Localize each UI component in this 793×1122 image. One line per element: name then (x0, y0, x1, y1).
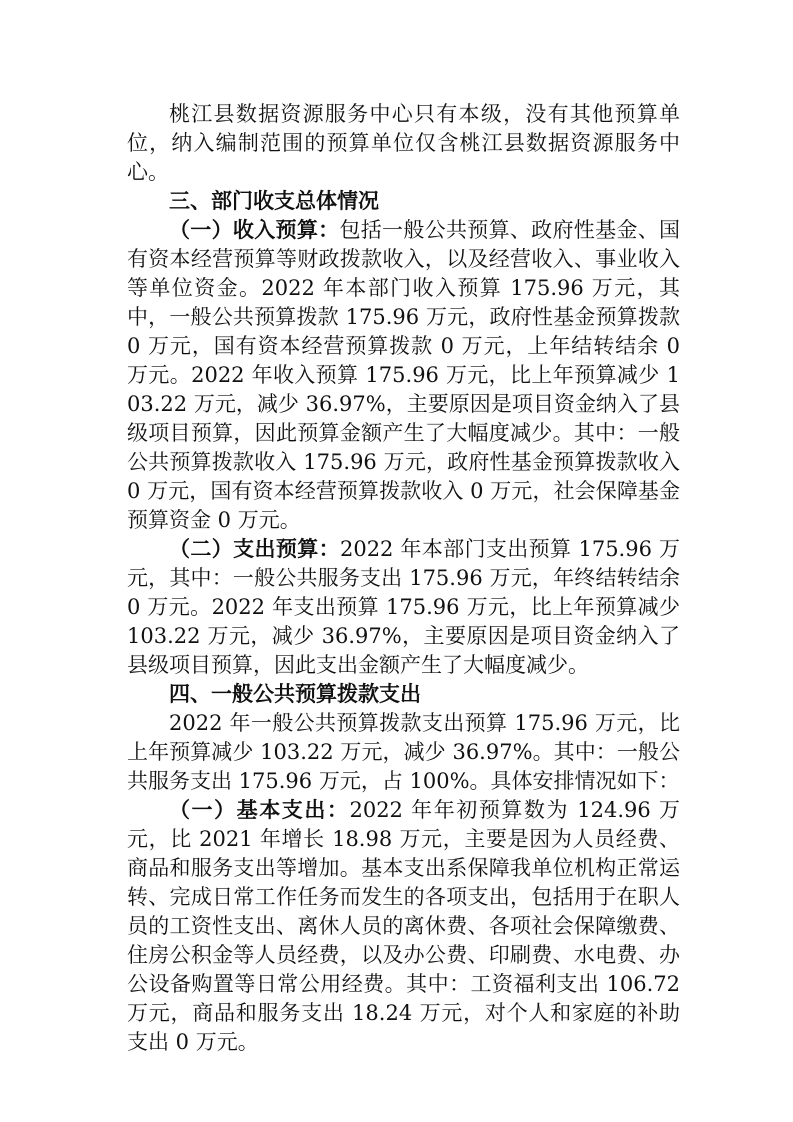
document-body (127, 100, 680, 1057)
income-budget-lead: （一）收入预算： (169, 218, 340, 242)
income-budget-text: 包括一般公共预算、政府性基金、国有资本经营预算等财政拨款收入，以及经营收入、事业收入等单位资金。2022 年本部门收入预算 175.96 万元，其中，一般公共预算拨款 175.96 万元，政府性基金预算拨款 0 万元，国有资本经营预算拨款 0 万元，上年结转结余 0 万元。2022 年收入预算 175.96 万元，比上年预算减少 103.22 万元，减少 36.97%，主要原因是项目资金纳入了县级项目预算，因此预算金额产生了大幅度减少。其中：一般公共预算拨款收入 175.96 万元，政府性基金预算拨款收入 0 万元，国有资本经营预算拨款收入 0 万元，社会保障基金预算资金 0 万元。 (127, 218, 681, 532)
basic-expense-lead: （一）基本支出： (169, 798, 350, 822)
heading-section-three: 三、部门收支总体情况 (169, 189, 379, 213)
basic-expense-text: 2022 年年初预算数为 124.96 万元，比 2021 年增长 18.98 万元，主要是因为人员经费、商品和服务支出等增加。基本支出系保障我单位机构正常运转、完成日常工作任务而发生的各项支出，包括用于在职人员的工资性支出、离休人员的离休费、各项社会保障缴费、住房公积金等人员经费，以及办公费、印刷费、水电费、办公设备购置等日常公用经费。其中：工资福利支出 106.72 万元，商品和服务支出 18.24 万元，对个人和家庭的补助支出 0 万元。 (127, 798, 680, 1054)
paragraph-expense-budget (127, 535, 680, 680)
paragraph-unit-scope: 桃江县数据资源服务中心只有本级，没有其他预算单位，纳入编制范围的预算单位仅含桃江县数据资源服务中心。 (127, 102, 680, 184)
heading-section-four: 四、一般公共预算拨款支出 (169, 682, 421, 706)
expense-budget-text: 2022 年本部门支出预算 175.96 万元，其中：一般公共服务支出 175.96 万元，年终结转结余 0 万元。2022 年支出预算 175.96 万元，比上年预算减少 103.22 万元，减少 36.97%，主要原因是项目资金纳入了县级项目预算，因此支出金额产生了大幅度减少。 (127, 537, 680, 677)
paragraph-general-budget: 2022 年一般公共预算拨款支出预算 175.96 万元，比上年预算减少 103.22 万元，减少 36.97%。其中：一般公共服务支出 175.96 万元，占 100%。具体安排情况如下： (127, 711, 680, 793)
paragraph-basic-expense (127, 796, 680, 1057)
expense-budget-lead: （二）支出预算： (169, 537, 340, 561)
paragraph-income-budget (127, 216, 680, 535)
